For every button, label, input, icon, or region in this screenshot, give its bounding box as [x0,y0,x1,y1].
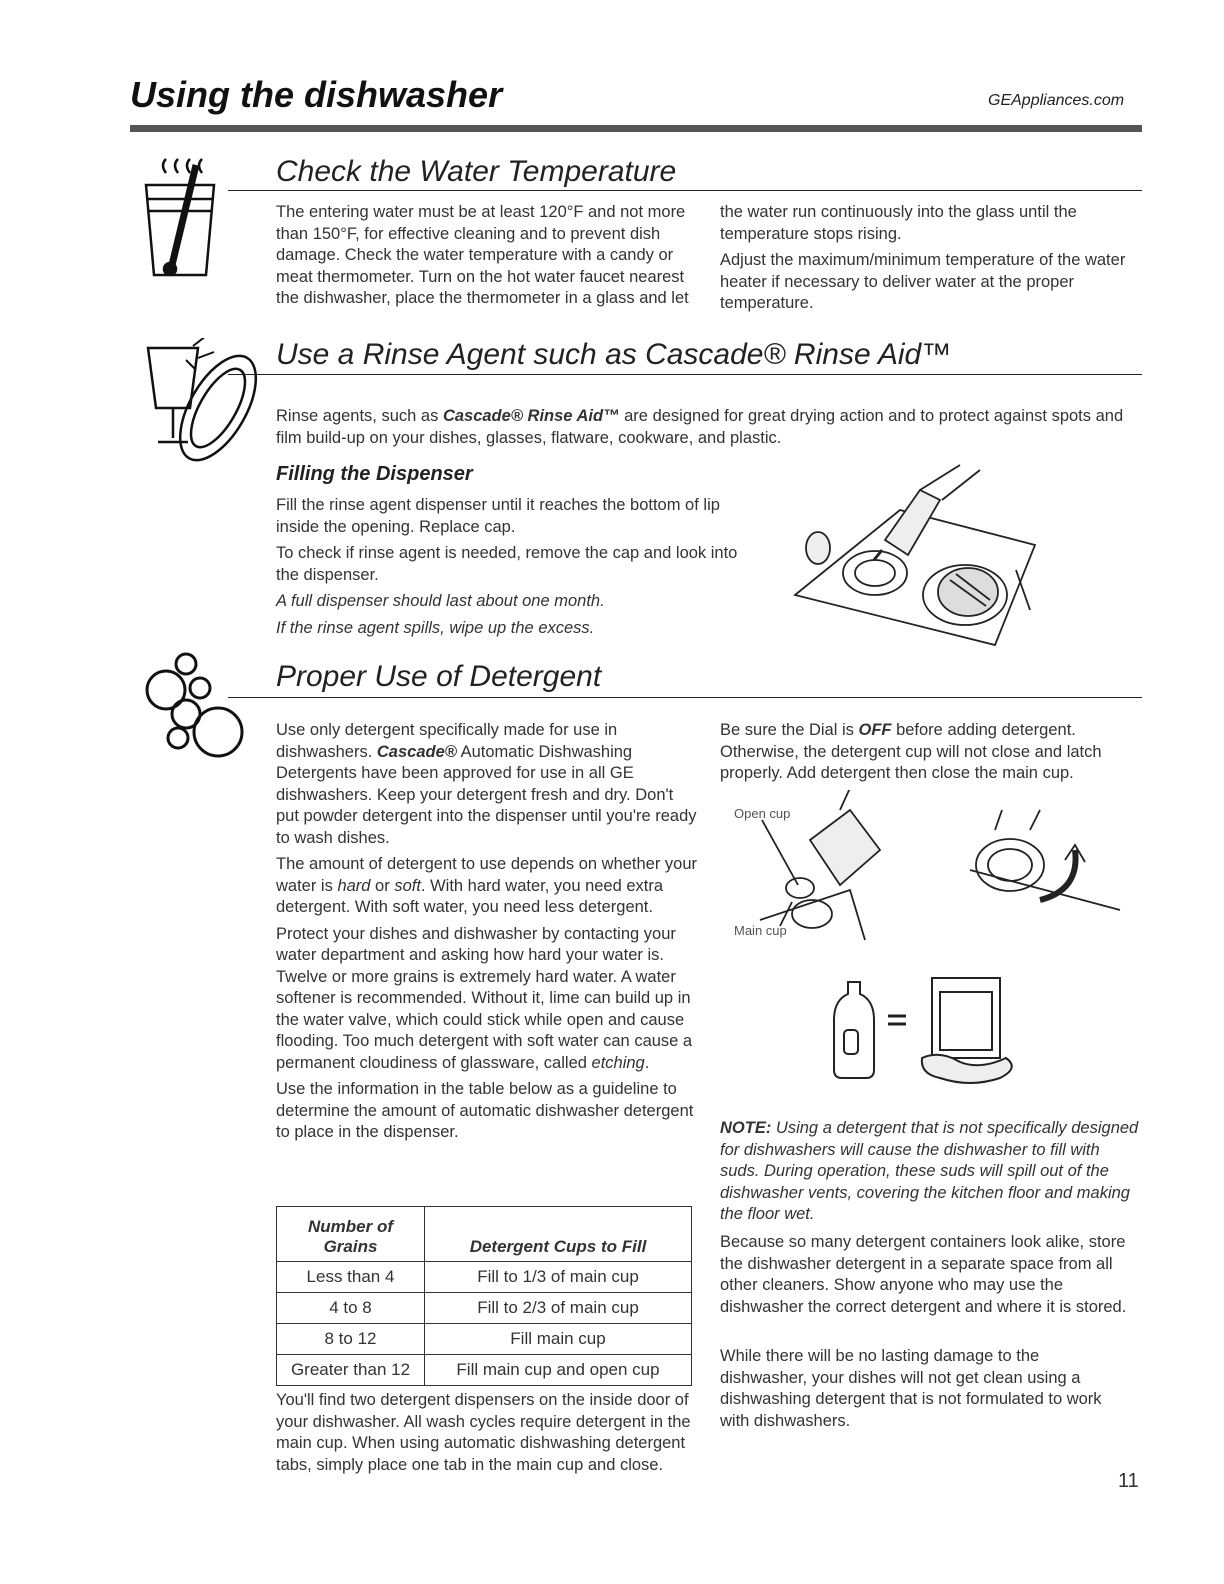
main-cup-label: Main cup [734,923,787,938]
table-header-row [277,1207,692,1262]
detergent-p2: The amount of detergent to use depends on whether your water is hard or soft. With hard water, you need extra detergent. With soft water, you need less detergent. [276,855,698,916]
page-number: 11 [1118,1470,1139,1492]
page-title: Using the dishwasher [130,74,503,115]
table-row: 8 to 12 Fill main cup [277,1324,692,1355]
table-row: Less than 4 Fill to 1/3 of main cup [277,1262,692,1293]
rinse-glass-plate-icon [138,338,268,468]
header-rule [130,125,1142,132]
table-header-grains: Number of Grains [277,1207,425,1262]
detergent-table [276,1206,692,1386]
filling-dispenser-title: Filling the Dispenser [276,463,473,485]
note-label: NOTE: [720,1119,772,1137]
detergent-p1: Use only detergent specifically made for use in dishwashers. Cascade® Automatic Dishwashing Detergents have been approved for use in all GE dishwashers. Keep your detergent fresh and dry. Don't put powder detergent into the dispenser until you're ready to wash dishes. [276,721,697,847]
water-temp-rule [228,190,1142,191]
detergent-cups-illustration [740,790,1140,950]
rinse-rule [228,374,1142,375]
detergent-left-column [276,720,698,1149]
website-url: GEAppliances.com [988,92,1125,109]
rinse-title: Use a Rinse Agent such as Cascade® Rinse Aid™ [276,338,952,371]
suds-comparison-illustration [830,970,1020,1090]
dial-off-note: Be sure the Dial is OFF before adding detergent. Otherwise, the detergent cup will not close and latch properly. Add detergent then close the main cup. [720,721,1102,782]
suds-note: NOTE: Using a detergent that is not specifically designed for dishwashers will cause the dishwasher to fill with suds. During operation, these suds will spill out of the dishwasher vents, covering the kitchen floor and making the floor wet. [720,1119,1139,1223]
rinse-intro: Rinse agents, such as Cascade® Rinse Aid™ are designed for great drying action and to protect against spots and film build-up on your dishes, glasses, flatware, cookware, and plastic. [276,407,1124,447]
table-header-cups: Detergent Cups to Fill [425,1207,692,1262]
detergent-p3: Protect your dishes and dishwasher by contacting your water department and asking how hard your water is. Twelve or more grains is extremely hard water. A water softener is recommended. Without it, lime can build up in the water valve, which could stick while open and cause flooding. Too much detergent with soft water can cause a permanent cloudiness of glassware, called etching. [276,924,693,1072]
water-temp-p1: The entering water must be at least 120°F and not more than 150°F, for effective cleaning and to prevent dish damage. Check the water temperature with a candy or meat thermometer. Turn on the hot water faucet nearest the dishwasher, place the thermometer in a glass and let the water run continuously into the glass until the temperature stops rising. [276,203,1077,307]
table-row: Greater than 12 Fill main cup and open cup [277,1355,692,1386]
bubbles-icon [138,650,248,770]
water-temp-p2: Adjust the maximum/minimum temperature of the water heater if necessary to deliver water at the proper temperature. [720,251,1126,312]
detergent-title: Proper Use of Detergent [276,660,602,693]
detergent-p5: You'll find two detergent dispensers on the inside door of your dishwasher. All wash cycles require detergent in the main cup. When using automatic dishwashing detergent tabs, simply place one tab in the main cup and close. [276,1391,691,1474]
hot-glass-thermometer-icon [136,155,226,285]
detergent-rule [228,697,1142,698]
cascade-brand: Cascade® Rinse Aid™ [442,407,620,425]
no-lasting-damage-note: While there will be no lasting damage to the dishwasher, your dishes will not get clean using a dishwashing detergent that is not formulated to work with dishwashers. [720,1347,1102,1430]
filling-dispenser-body: Fill the rinse agent dispenser until it reaches the bottom of lip inside the opening. Replace cap. To check if rinse agent is needed, remove the cap and look into the dispenser. A full dispenser should last about one month. If the rinse agent spills, wipe up the excess. [276,496,738,637]
store-detergent-note: Because so many detergent containers look alike, store the dishwasher detergent in a separate space from all other cleaners. Show anyone who may use the dishwasher the correct detergent and where it is stored. [720,1233,1127,1316]
open-cup-label: Open cup [734,806,791,821]
detergent-p4: Use the information in the table below as a guideline to determine the amount of automatic dishwasher detergent to place in the dispenser. [276,1080,694,1141]
rinse-dispenser-illustration [790,460,1040,655]
water-temp-body [276,202,1136,332]
water-temp-title: Check the Water Temperature [276,155,677,188]
table-row: 4 to 8 Fill to 2/3 of main cup [277,1293,692,1324]
